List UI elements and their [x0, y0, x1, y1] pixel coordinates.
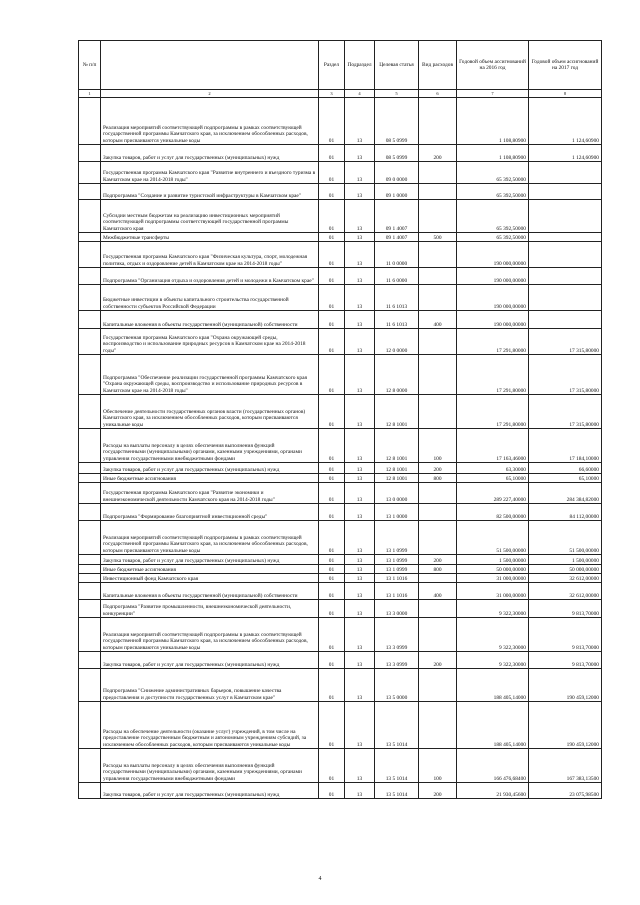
column-number: 6	[419, 90, 457, 98]
cell-podrazdel: 13	[345, 574, 375, 583]
cell-sum-2017: 17 184,10000	[529, 429, 602, 463]
cell-expense-type	[419, 669, 457, 702]
header-row	[79, 41, 602, 90]
cell-podrazdel: 13	[345, 184, 375, 200]
cell-num	[79, 504, 101, 521]
cell-num	[79, 98, 101, 145]
header-expense-type: Вид расходов	[419, 41, 457, 90]
cell-name: Закупка товаров, работ и услуг для государственных (муниципальных) нужд	[101, 652, 319, 669]
cell-sum-2017	[529, 184, 602, 200]
cell-name: Подпрограмма "Создание и развитие туристской инфраструктуры в Камчатском крае"	[101, 184, 319, 200]
cell-expense-type	[419, 184, 457, 200]
cell-sum-2016: 9 322,30000	[457, 652, 529, 669]
cell-razdel: 01	[319, 652, 345, 669]
cell-razdel: 01	[319, 429, 345, 463]
cell-sum-2016: 17 163,46000	[457, 429, 529, 463]
cell-sum-2017: 32 612,00000	[529, 574, 602, 583]
cell-podrazdel: 13	[345, 565, 375, 574]
cell-name: Закупка товаров, работ и услуг для государственных (муниципальных) нужд	[101, 555, 319, 565]
cell-target-article: 13 3 0999	[375, 652, 419, 669]
cell-num	[79, 783, 101, 799]
table-row	[79, 463, 602, 474]
cell-target-article: 13 1 0999	[375, 565, 419, 574]
cell-sum-2017	[529, 242, 602, 268]
cell-name: Реализация мероприятий соответствующей подпрограммы в рамках соответствующей государственной программы Камчатского края, за исключением обособленных расходов, которым присваиваются уникальные коды	[101, 98, 319, 145]
column-number: 3	[319, 90, 345, 98]
cell-sum-2016: 17 291,80000	[457, 329, 529, 355]
cell-target-article: 13 1 1016	[375, 583, 419, 600]
cell-expense-type	[419, 600, 457, 618]
column-number: 7	[457, 90, 529, 98]
cell-expense-type: 400	[419, 311, 457, 329]
cell-podrazdel: 13	[345, 521, 375, 555]
table-row	[79, 145, 602, 162]
cell-sum-2016: 190 000,00000	[457, 285, 529, 311]
cell-target-article: 13 0 0000	[375, 483, 419, 504]
cell-target-article: 11 6 1013	[375, 285, 419, 311]
cell-razdel: 01	[319, 285, 345, 311]
cell-sum-2016: 51 500,00000	[457, 521, 529, 555]
table-row	[79, 200, 602, 233]
cell-podrazdel: 13	[345, 145, 375, 162]
cell-expense-type	[419, 242, 457, 268]
cell-razdel: 01	[319, 618, 345, 652]
cell-sum-2017: 50 000,00000	[529, 565, 602, 574]
header-sum-2016: Годовой объем ассигнований на 2016 год	[457, 41, 529, 90]
cell-target-article: 08 5 0999	[375, 145, 419, 162]
cell-name: Закупка товаров, работ и услуг для государственных (муниципальных) нужд	[101, 145, 319, 162]
cell-num	[79, 474, 101, 483]
cell-sum-2016: 166 476,68400	[457, 749, 529, 783]
cell-podrazdel: 13	[345, 702, 375, 749]
table-row	[79, 652, 602, 669]
cell-expense-type	[419, 574, 457, 583]
cell-expense-type: 500	[419, 233, 457, 242]
cell-name: Инвестиционный фонд Камчатского края	[101, 574, 319, 583]
cell-sum-2016: 31 000,00000	[457, 583, 529, 600]
cell-podrazdel: 13	[345, 483, 375, 504]
cell-sum-2017: 9 813,70000	[529, 618, 602, 652]
table-row	[79, 98, 602, 145]
cell-name: Реализация мероприятий соответствующей подпрограммы в рамках соответствующей государственной программы Камчатского края, за исключением обособленных расходов, которым присваиваются уникальные коды	[101, 521, 319, 555]
cell-razdel: 01	[319, 555, 345, 565]
cell-expense-type: 800	[419, 474, 457, 483]
cell-sum-2016: 65 392,50000	[457, 233, 529, 242]
cell-sum-2016: 190 000,00000	[457, 268, 529, 285]
cell-expense-type	[419, 162, 457, 184]
cell-expense-type	[419, 521, 457, 555]
cell-expense-type	[419, 395, 457, 429]
cell-name: Государственная программа Камчатского края "Физическая культура, спорт, молодежная политика, отдых и оздоровление детей в Камчатском крае на 2014-2018 годы"	[101, 242, 319, 268]
cell-razdel: 01	[319, 355, 345, 395]
cell-num	[79, 669, 101, 702]
cell-target-article: 13 1 1016	[375, 574, 419, 583]
cell-sum-2016: 65 392,50000	[457, 200, 529, 233]
cell-sum-2017: 23 075,98500	[529, 783, 602, 799]
table-row	[79, 565, 602, 574]
table-row	[79, 783, 602, 799]
cell-razdel: 01	[319, 145, 345, 162]
cell-sum-2017: 190 459,12000	[529, 669, 602, 702]
cell-num	[79, 583, 101, 600]
cell-sum-2017	[529, 311, 602, 329]
cell-sum-2017: 1 500,00000	[529, 555, 602, 565]
cell-podrazdel: 13	[345, 355, 375, 395]
cell-sum-2017: 1 124,60900	[529, 98, 602, 145]
table-row	[79, 483, 602, 504]
cell-target-article: 13 1 0999	[375, 521, 419, 555]
cell-sum-2016: 1 108,80900	[457, 98, 529, 145]
cell-podrazdel: 13	[345, 463, 375, 474]
cell-num	[79, 329, 101, 355]
cell-sum-2016: 65,10000	[457, 474, 529, 483]
cell-name: Подпрограмма "Снижение административных барьеров, повышение качества предоставления и доступности государственных услуг в Камчатском крае"	[101, 669, 319, 702]
cell-sum-2016: 17 291,80000	[457, 395, 529, 429]
cell-target-article: 13 1 0999	[375, 555, 419, 565]
cell-expense-type	[419, 285, 457, 311]
cell-target-article: 09 1 4007	[375, 233, 419, 242]
cell-podrazdel: 13	[345, 233, 375, 242]
cell-num	[79, 702, 101, 749]
cell-target-article: 12 8 1001	[375, 429, 419, 463]
cell-target-article: 13 3 0000	[375, 600, 419, 618]
cell-razdel: 01	[319, 600, 345, 618]
cell-razdel: 01	[319, 504, 345, 521]
cell-sum-2016: 289 227,40000	[457, 483, 529, 504]
cell-podrazdel: 13	[345, 242, 375, 268]
cell-sum-2017: 17 315,80000	[529, 355, 602, 395]
cell-razdel: 01	[319, 565, 345, 574]
cell-num	[79, 311, 101, 329]
header-name	[101, 41, 319, 90]
cell-podrazdel: 13	[345, 749, 375, 783]
cell-name: Субсидии местным бюджетам на реализацию инвестиционных мероприятий соответствующей подпрограммы соответствующей государственной программы Камчатского края	[101, 200, 319, 233]
cell-razdel: 01	[319, 574, 345, 583]
cell-podrazdel: 13	[345, 504, 375, 521]
cell-num	[79, 184, 101, 200]
cell-podrazdel: 13	[345, 669, 375, 702]
cell-podrazdel: 13	[345, 583, 375, 600]
cell-num	[79, 574, 101, 583]
cell-sum-2017: 32 612,00000	[529, 583, 602, 600]
cell-sum-2016: 188 405,14000	[457, 702, 529, 749]
cell-num	[79, 233, 101, 242]
cell-name: Иные бюджетные ассигнования	[101, 565, 319, 574]
cell-podrazdel: 13	[345, 429, 375, 463]
table-row	[79, 702, 602, 749]
cell-sum-2016: 21 930,45600	[457, 783, 529, 799]
cell-expense-type	[419, 329, 457, 355]
cell-name: Межбюджетные трансферты	[101, 233, 319, 242]
cell-razdel: 01	[319, 521, 345, 555]
cell-podrazdel: 13	[345, 329, 375, 355]
cell-num	[79, 200, 101, 233]
cell-razdel: 01	[319, 233, 345, 242]
cell-num	[79, 600, 101, 618]
cell-sum-2017: 51 500,00000	[529, 521, 602, 555]
header-podrazdel: Подраздел	[345, 41, 375, 90]
cell-sum-2017: 9 813,70000	[529, 600, 602, 618]
table-row	[79, 268, 602, 285]
cell-num	[79, 268, 101, 285]
table-row	[79, 329, 602, 355]
cell-name: Государственная программа Камчатского края "Охрана окружающей среды, воспроизводство и использование природных ресурсов в Камчатском крае на 2014-2018 годы"	[101, 329, 319, 355]
cell-target-article: 13 5 1014	[375, 702, 419, 749]
table-row	[79, 555, 602, 565]
cell-target-article: 09 1 4007	[375, 200, 419, 233]
cell-expense-type	[419, 355, 457, 395]
cell-sum-2016: 1 500,00000	[457, 555, 529, 565]
cell-target-article: 13 5 1014	[375, 783, 419, 799]
cell-expense-type: 400	[419, 583, 457, 600]
cell-sum-2016: 1 108,80900	[457, 145, 529, 162]
table-row	[79, 242, 602, 268]
column-number: 1	[79, 90, 101, 98]
header-sum-2017: Годовой объем ассигнований на 2017 год	[529, 41, 602, 90]
cell-num	[79, 521, 101, 555]
cell-sum-2016: 17 291,80000	[457, 355, 529, 395]
cell-expense-type	[419, 200, 457, 233]
cell-target-article: 12 8 1001	[375, 474, 419, 483]
cell-name: Закупка товаров, работ и услуг для государственных (муниципальных) нужд	[101, 783, 319, 799]
cell-expense-type: 200	[419, 652, 457, 669]
cell-name: Подпрограмма "Организация отдыха и оздоровления детей и молодежи в Камчатском крае"	[101, 268, 319, 285]
cell-num	[79, 285, 101, 311]
cell-name: Капитальные вложения в объекты государственной (муниципальной) собственности	[101, 311, 319, 329]
cell-podrazdel: 13	[345, 395, 375, 429]
cell-sum-2016: 188 405,14000	[457, 669, 529, 702]
cell-target-article: 13 5 0000	[375, 669, 419, 702]
cell-podrazdel: 13	[345, 618, 375, 652]
cell-razdel: 01	[319, 669, 345, 702]
cell-sum-2016: 9 322,30000	[457, 618, 529, 652]
cell-name: Государственная программа Камчатского края "Развитие внутреннего и въездного туризма в Камчатском крае на 2014-2018 годы"	[101, 162, 319, 184]
cell-razdel: 01	[319, 184, 345, 200]
table-row	[79, 184, 602, 200]
cell-razdel: 01	[319, 200, 345, 233]
table-row	[79, 600, 602, 618]
table-row	[79, 504, 602, 521]
cell-sum-2017: 190 459,12000	[529, 702, 602, 749]
cell-target-article: 11 0 0000	[375, 242, 419, 268]
cell-target-article: 13 1 0000	[375, 504, 419, 521]
header-razdel: Раздел	[319, 41, 345, 90]
cell-expense-type: 800	[419, 565, 457, 574]
cell-name: Расходы на выплаты персоналу в целях обеспечения выполнения функций государственными (муниципальными) органами, казенными учреждениями, органами управления государственными внебюджетными фондами	[101, 749, 319, 783]
cell-sum-2017: 284 384,82000	[529, 483, 602, 504]
cell-podrazdel: 13	[345, 474, 375, 483]
table-body	[79, 98, 602, 799]
cell-num	[79, 565, 101, 574]
cell-podrazdel: 13	[345, 652, 375, 669]
cell-expense-type	[419, 268, 457, 285]
cell-target-article: 11 6 1013	[375, 311, 419, 329]
cell-expense-type	[419, 702, 457, 749]
cell-name: Бюджетные инвестиции в объекты капитального строительства государственной собственности субъектов Российской Федерации	[101, 285, 319, 311]
cell-razdel: 01	[319, 702, 345, 749]
column-number-row	[79, 90, 602, 98]
cell-num	[79, 355, 101, 395]
cell-sum-2017	[529, 162, 602, 184]
table-row	[79, 618, 602, 652]
cell-expense-type: 100	[419, 749, 457, 783]
cell-razdel: 01	[319, 395, 345, 429]
cell-razdel: 01	[319, 783, 345, 799]
cell-sum-2016: 65 392,50000	[457, 162, 529, 184]
cell-razdel: 01	[319, 583, 345, 600]
cell-target-article: 08 5 0999	[375, 98, 419, 145]
cell-name: Закупка товаров, работ и услуг для государственных (муниципальных) нужд	[101, 463, 319, 474]
cell-sum-2016: 82 500,00000	[457, 504, 529, 521]
cell-sum-2017: 65,10000	[529, 474, 602, 483]
page-number: 4	[318, 876, 322, 882]
cell-expense-type: 200	[419, 463, 457, 474]
cell-target-article: 13 3 0999	[375, 618, 419, 652]
cell-name: Иные бюджетные ассигнования	[101, 474, 319, 483]
cell-num	[79, 429, 101, 463]
table-row	[79, 521, 602, 555]
cell-target-article: 09 1 0000	[375, 184, 419, 200]
header-num: № п/п	[79, 41, 101, 90]
table-row	[79, 311, 602, 329]
column-number: 2	[101, 90, 319, 98]
cell-podrazdel: 13	[345, 285, 375, 311]
cell-razdel: 01	[319, 483, 345, 504]
cell-sum-2016: 50 000,00000	[457, 565, 529, 574]
cell-sum-2016: 31 000,00000	[457, 574, 529, 583]
table-row	[79, 233, 602, 242]
cell-name: Капитальные вложения в объекты государственной (муниципальной) собственности	[101, 583, 319, 600]
budget-table	[78, 40, 602, 799]
cell-num	[79, 242, 101, 268]
cell-expense-type	[419, 504, 457, 521]
cell-podrazdel: 13	[345, 200, 375, 233]
cell-podrazdel: 13	[345, 783, 375, 799]
cell-sum-2017: 9 813,70000	[529, 652, 602, 669]
cell-num	[79, 555, 101, 565]
column-number: 4	[345, 90, 375, 98]
cell-name: Обеспечение деятельности государственных органов власти (государственных органов) Камчатского края, за исключением обособленных расходов, которым присваиваются уникальные коды	[101, 395, 319, 429]
cell-sum-2016: 190 000,00000	[457, 311, 529, 329]
cell-sum-2017: 1 124,60900	[529, 145, 602, 162]
cell-num	[79, 652, 101, 669]
cell-razdel: 01	[319, 749, 345, 783]
cell-expense-type: 200	[419, 555, 457, 565]
cell-num	[79, 463, 101, 474]
cell-name: Реализация мероприятий соответствующей подпрограммы в рамках соответствующей государственной программы Камчатского края, за исключением обособленных расходов, которым присваиваются уникальные коды	[101, 618, 319, 652]
cell-razdel: 01	[319, 268, 345, 285]
cell-target-article: 12 8 0000	[375, 355, 419, 395]
cell-podrazdel: 13	[345, 600, 375, 618]
cell-name: Подпрограмма "Развитие промышленности, внешнеэкономической деятельности, конкуренции"	[101, 600, 319, 618]
cell-razdel: 01	[319, 98, 345, 145]
cell-expense-type	[419, 483, 457, 504]
table-row	[79, 749, 602, 783]
cell-target-article: 11 6 0000	[375, 268, 419, 285]
header-target: Целевая статья	[375, 41, 419, 90]
cell-name: Подпрограмма "Формирование благоприятной инвестиционной среды"	[101, 504, 319, 521]
table-row	[79, 574, 602, 583]
cell-sum-2017	[529, 200, 602, 233]
cell-target-article: 12 8 1001	[375, 463, 419, 474]
table-row	[79, 669, 602, 702]
cell-expense-type: 200	[419, 145, 457, 162]
cell-sum-2017: 84 112,00000	[529, 504, 602, 521]
cell-podrazdel: 13	[345, 162, 375, 184]
cell-podrazdel: 13	[345, 311, 375, 329]
cell-num	[79, 162, 101, 184]
cell-sum-2017	[529, 285, 602, 311]
cell-target-article: 12 8 1001	[375, 395, 419, 429]
cell-sum-2017	[529, 268, 602, 285]
cell-sum-2017: 167 383,13500	[529, 749, 602, 783]
cell-num	[79, 749, 101, 783]
cell-expense-type: 100	[419, 429, 457, 463]
cell-razdel: 01	[319, 329, 345, 355]
table-row	[79, 474, 602, 483]
cell-num	[79, 395, 101, 429]
cell-target-article: 12 0 0000	[375, 329, 419, 355]
cell-razdel: 01	[319, 311, 345, 329]
cell-expense-type: 200	[419, 783, 457, 799]
table-row	[79, 285, 602, 311]
cell-sum-2017: 17 315,80000	[529, 329, 602, 355]
cell-podrazdel: 13	[345, 555, 375, 565]
cell-name: Государственная программа Камчатского края "Развитие экономики и внешнеэкономической деятельности Камчатского края на 2014-2018 годы"	[101, 483, 319, 504]
cell-name: Подпрограмма "Обеспечение реализации государственной программы Камчатского края "Охрана окружающей среды, воспроизводство и использование природных ресурсов в Камчатском крае на 2014-2018 годы"	[101, 355, 319, 395]
cell-razdel: 01	[319, 242, 345, 268]
cell-sum-2016: 65 392,50000	[457, 184, 529, 200]
cell-sum-2017	[529, 233, 602, 242]
cell-razdel: 01	[319, 474, 345, 483]
cell-name: Расходы на выплаты персоналу в целях обеспечения выполнения функций государственными (муниципальными) органами, казенными учреждениями, органами управления государственными внебюджетными фондами	[101, 429, 319, 463]
cell-razdel: 01	[319, 162, 345, 184]
cell-num	[79, 145, 101, 162]
table-row	[79, 583, 602, 600]
cell-podrazdel: 13	[345, 268, 375, 285]
cell-name: Расходы на обеспечение деятельности (оказание услуг) учреждений, в том числе на предоставление государственным бюджетным и автономным учреждениям субсидий, за исключением обособленных расходов, которым присваиваются уникальные коды	[101, 702, 319, 749]
cell-target-article: 13 5 1014	[375, 749, 419, 783]
table-row	[79, 395, 602, 429]
table-row	[79, 429, 602, 463]
cell-expense-type	[419, 618, 457, 652]
cell-num	[79, 483, 101, 504]
column-number: 8	[529, 90, 602, 98]
cell-razdel: 01	[319, 463, 345, 474]
table-row	[79, 355, 602, 395]
table-row	[79, 162, 602, 184]
cell-sum-2016: 190 000,00000	[457, 242, 529, 268]
cell-sum-2017: 66,60000	[529, 463, 602, 474]
cell-sum-2017: 17 315,80000	[529, 395, 602, 429]
cell-num	[79, 618, 101, 652]
cell-podrazdel: 13	[345, 98, 375, 145]
column-number: 5	[375, 90, 419, 98]
cell-sum-2016: 63,30000	[457, 463, 529, 474]
cell-expense-type	[419, 98, 457, 145]
cell-sum-2016: 9 322,30000	[457, 600, 529, 618]
cell-target-article: 09 0 0000	[375, 162, 419, 184]
